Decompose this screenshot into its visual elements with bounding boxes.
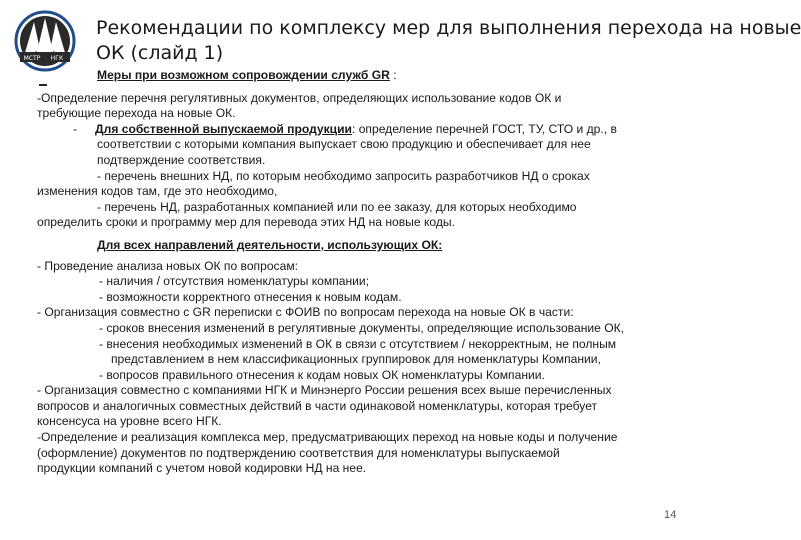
s2-line11: консенсуса на уровне всего НГК. bbox=[37, 414, 222, 429]
s1-p2-line3: подтверждение соответствия. bbox=[97, 152, 266, 167]
s2-line12: -Определение и реализация комплекса мер, предусматривающих переход на новые коды и получение bbox=[37, 430, 618, 445]
s1-p3-line1: - перечень внешних НД, по которым необходимо запросить разработчиков НД о сроках bbox=[97, 168, 590, 183]
s1-p1-line2: требующие перехода на новые ОК. bbox=[37, 106, 236, 121]
s2-line1: - Проведение анализа новых ОК по вопросам: bbox=[37, 258, 298, 273]
s2-line13: (оформление) документов по подтверждению соответствия для номенклатуры выпускаемой bbox=[37, 445, 560, 460]
s1-p2-line1 bbox=[37, 122, 717, 138]
company-logo bbox=[14, 10, 76, 72]
page-number: 14 bbox=[664, 509, 677, 521]
section1-heading-text: Меры при возможном сопровождении служб GR bbox=[97, 68, 390, 82]
s2-line14: продукции компаний с учетом новой кодировки НД на нее. bbox=[37, 461, 367, 476]
logo-text-right: НГК bbox=[50, 55, 64, 62]
section1-heading bbox=[37, 68, 717, 84]
s2-line5: - сроков внесения изменений в регулятивные документы, определяющие использование ОК, bbox=[99, 320, 625, 335]
section1-heading-tail: : bbox=[393, 68, 397, 82]
logo-text-left: МСТР bbox=[23, 55, 41, 62]
s2-line6: - внесения необходимых изменений в ОК в связи с отсутствием / некорректным, не полным bbox=[99, 336, 617, 351]
s2-line4: - Организация совместно с GR переписки с ФОИВ по вопросам перехода на новые ОК в части: bbox=[37, 305, 574, 320]
s2-line7: представлением в нем классификационных группировок для номенклатуры Компании, bbox=[111, 352, 601, 367]
title-line-1: Рекомендации по комплексу мер для выполнения перехода на новые bbox=[96, 17, 801, 39]
s1-p2-dash: - bbox=[73, 121, 78, 136]
s2-line9: - Организация совместно с компаниями НГК и Минэнерго России решения всех выше перечисленных bbox=[37, 383, 612, 398]
s2-line3: - возможности корректного отнесения к новым кодам. bbox=[99, 289, 402, 304]
s1-p2-rest: : определение перечней ГОСТ, ТУ, СТО и др., в bbox=[351, 121, 617, 136]
s1-p1-line1: -Определение перечня регулятивных документов, определяющих использование кодов ОК и bbox=[37, 90, 562, 105]
title-line-2: ОК (слайд 1) bbox=[96, 42, 224, 64]
s2-line10: вопросов и аналогичных совместных действий в части одинаковой номенклатуры, которая требует bbox=[37, 398, 598, 413]
s2-line2: - наличия / отсутствия номенклатуры компании; bbox=[99, 274, 370, 289]
s1-p4-line2: определить сроки и программу мер для перевода этих НД на новые коды. bbox=[37, 215, 455, 230]
s1-p4-line1: - перечень НД, разработанных компанией или по ее заказу, для которых необходимо bbox=[97, 199, 577, 214]
section2-heading: Для всех направлений деятельности, использующих ОК: bbox=[97, 237, 443, 252]
s1-p2-line2: соответствии с которыми компания выпускает свою продукцию и обеспечивает для нее bbox=[97, 137, 591, 152]
s1-p3-line2: изменения кодов там, где это необходимо, bbox=[37, 184, 278, 199]
slide-body bbox=[37, 68, 717, 477]
slide-title bbox=[96, 16, 801, 66]
s1-p2-bold: Для собственной выпускаемой продукции bbox=[95, 121, 352, 136]
s2-line8: - вопросов правильного отнесения к кодам новых ОК номенклатуры Компании. bbox=[99, 367, 545, 382]
